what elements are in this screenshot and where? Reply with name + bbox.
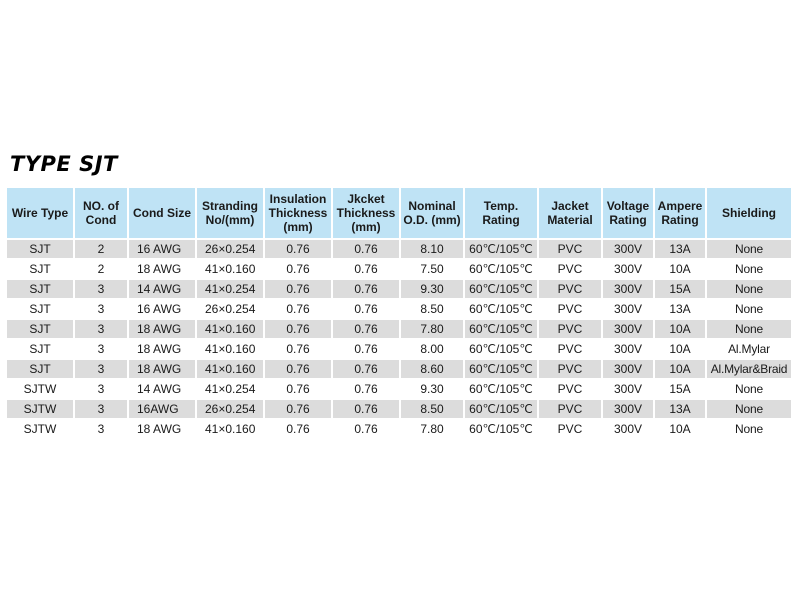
cell-jacket-material: PVC <box>539 380 601 398</box>
cell-no-cond: 3 <box>75 300 127 318</box>
cell-cond-size: 14 AWG <box>129 280 195 298</box>
cell-ampere-rating: 13A <box>655 400 705 418</box>
cell-stranding: 41×0.254 <box>197 280 263 298</box>
table-row <box>7 320 791 338</box>
cell-shielding: None <box>707 300 791 318</box>
cell-nominal-od: 9.30 <box>401 280 463 298</box>
cell-shielding: None <box>707 320 791 338</box>
cell-temp-rating: 60℃/105℃ <box>465 420 537 438</box>
cell-jacket-material: PVC <box>539 300 601 318</box>
table-row <box>7 240 791 258</box>
cell-stranding: 41×0.160 <box>197 360 263 378</box>
cell-voltage-rating: 300V <box>603 400 653 418</box>
cell-shielding: None <box>707 280 791 298</box>
cell-ampere-rating: 15A <box>655 280 705 298</box>
cell-wire-type: SJT <box>7 280 73 298</box>
table-row <box>7 420 791 438</box>
cell-jacket-thickness: 0.76 <box>333 300 399 318</box>
cell-cond-size: 18 AWG <box>129 360 195 378</box>
cell-nominal-od: 9.30 <box>401 380 463 398</box>
cell-ampere-rating: 10A <box>655 260 705 278</box>
cell-temp-rating: 60℃/105℃ <box>465 300 537 318</box>
cell-no-cond: 3 <box>75 280 127 298</box>
cell-jacket-material: PVC <box>539 260 601 278</box>
table-body <box>7 240 791 438</box>
cell-no-cond: 3 <box>75 320 127 338</box>
cell-wire-type: SJT <box>7 300 73 318</box>
cell-nominal-od: 8.50 <box>401 300 463 318</box>
cell-nominal-od: 8.50 <box>401 400 463 418</box>
cell-cond-size: 18 AWG <box>129 260 195 278</box>
cell-jacket-material: PVC <box>539 360 601 378</box>
table-header-row <box>7 188 791 238</box>
cell-ampere-rating: 13A <box>655 240 705 258</box>
cell-nominal-od: 8.10 <box>401 240 463 258</box>
cell-no-cond: 3 <box>75 340 127 358</box>
cell-no-cond: 3 <box>75 360 127 378</box>
cell-nominal-od: 7.80 <box>401 320 463 338</box>
cell-wire-type: SJTW <box>7 420 73 438</box>
cell-voltage-rating: 300V <box>603 360 653 378</box>
cell-jacket-thickness: 0.76 <box>333 240 399 258</box>
cell-jacket-material: PVC <box>539 280 601 298</box>
cell-nominal-od: 7.80 <box>401 420 463 438</box>
header-jacket-thickness: Jkcket Thickness (mm) <box>333 188 399 238</box>
header-cond-size: Cond Size <box>129 188 195 238</box>
cell-jacket-material: PVC <box>539 400 601 418</box>
header-ampere-rating: Ampere Rating <box>655 188 705 238</box>
cell-ampere-rating: 10A <box>655 340 705 358</box>
cell-wire-type: SJT <box>7 340 73 358</box>
cell-insulation: 0.76 <box>265 420 331 438</box>
cell-voltage-rating: 300V <box>603 260 653 278</box>
cell-shielding: None <box>707 380 791 398</box>
cell-ampere-rating: 10A <box>655 320 705 338</box>
cell-insulation: 0.76 <box>265 340 331 358</box>
header-voltage-rating: Voltage Rating <box>603 188 653 238</box>
cell-temp-rating: 60℃/105℃ <box>465 360 537 378</box>
cell-voltage-rating: 300V <box>603 300 653 318</box>
cell-no-cond: 3 <box>75 380 127 398</box>
cell-wire-type: SJTW <box>7 400 73 418</box>
cell-no-cond: 3 <box>75 400 127 418</box>
cell-shielding: None <box>707 420 791 438</box>
cell-insulation: 0.76 <box>265 280 331 298</box>
cell-no-cond: 2 <box>75 260 127 278</box>
cell-shielding: None <box>707 240 791 258</box>
cell-voltage-rating: 300V <box>603 420 653 438</box>
header-shielding: Shielding <box>707 188 791 238</box>
cell-wire-type: SJTW <box>7 380 73 398</box>
cell-voltage-rating: 300V <box>603 320 653 338</box>
cell-jacket-thickness: 0.76 <box>333 340 399 358</box>
cell-stranding: 26×0.254 <box>197 300 263 318</box>
cell-insulation: 0.76 <box>265 240 331 258</box>
cell-jacket-thickness: 0.76 <box>333 260 399 278</box>
cell-ampere-rating: 15A <box>655 380 705 398</box>
cell-jacket-thickness: 0.76 <box>333 400 399 418</box>
cell-wire-type: SJT <box>7 260 73 278</box>
cell-cond-size: 16AWG <box>129 400 195 418</box>
cell-voltage-rating: 300V <box>603 340 653 358</box>
cell-nominal-od: 7.50 <box>401 260 463 278</box>
cell-shielding: None <box>707 260 791 278</box>
cell-cond-size: 18 AWG <box>129 340 195 358</box>
header-insulation: Insulation Thickness (mm) <box>265 188 331 238</box>
cell-voltage-rating: 300V <box>603 380 653 398</box>
table-row <box>7 260 791 278</box>
cell-insulation: 0.76 <box>265 300 331 318</box>
cell-voltage-rating: 300V <box>603 240 653 258</box>
cell-jacket-material: PVC <box>539 240 601 258</box>
cell-cond-size: 18 AWG <box>129 320 195 338</box>
header-jacket-material: Jacket Material <box>539 188 601 238</box>
header-nominal-od: Nominal O.D. (mm) <box>401 188 463 238</box>
cell-wire-type: SJT <box>7 320 73 338</box>
cell-temp-rating: 60℃/105℃ <box>465 380 537 398</box>
cell-stranding: 41×0.160 <box>197 420 263 438</box>
cell-wire-type: SJT <box>7 360 73 378</box>
header-stranding: Stranding No/(mm) <box>197 188 263 238</box>
cell-cond-size: 16 AWG <box>129 300 195 318</box>
cell-cond-size: 18 AWG <box>129 420 195 438</box>
cell-ampere-rating: 13A <box>655 300 705 318</box>
cell-stranding: 41×0.160 <box>197 340 263 358</box>
cell-stranding: 26×0.254 <box>197 400 263 418</box>
cell-jacket-material: PVC <box>539 420 601 438</box>
cell-jacket-thickness: 0.76 <box>333 420 399 438</box>
table-row <box>7 300 791 318</box>
page-title: TYPE SJT <box>10 152 118 176</box>
cell-jacket-thickness: 0.76 <box>333 320 399 338</box>
table-row <box>7 380 791 398</box>
table-row <box>7 280 791 298</box>
table-row <box>7 400 791 418</box>
cell-insulation: 0.76 <box>265 400 331 418</box>
cell-no-cond: 2 <box>75 240 127 258</box>
cell-stranding: 41×0.254 <box>197 380 263 398</box>
cell-insulation: 0.76 <box>265 360 331 378</box>
table-row <box>7 340 791 358</box>
cell-stranding: 41×0.160 <box>197 320 263 338</box>
header-no-cond: NO. of Cond <box>75 188 127 238</box>
cell-cond-size: 14 AWG <box>129 380 195 398</box>
header-wire-type: Wire Type <box>7 188 73 238</box>
cell-jacket-thickness: 0.76 <box>333 380 399 398</box>
cell-shielding: Al.Mylar&Braid <box>707 360 791 378</box>
cell-temp-rating: 60℃/105℃ <box>465 400 537 418</box>
cell-insulation: 0.76 <box>265 380 331 398</box>
cell-ampere-rating: 10A <box>655 420 705 438</box>
cell-ampere-rating: 10A <box>655 360 705 378</box>
spec-table <box>5 186 793 440</box>
cell-insulation: 0.76 <box>265 260 331 278</box>
table-row <box>7 360 791 378</box>
cell-jacket-thickness: 0.76 <box>333 280 399 298</box>
cell-wire-type: SJT <box>7 240 73 258</box>
cell-voltage-rating: 300V <box>603 280 653 298</box>
cell-insulation: 0.76 <box>265 320 331 338</box>
cell-nominal-od: 8.00 <box>401 340 463 358</box>
cell-temp-rating: 60℃/105℃ <box>465 340 537 358</box>
header-temp-rating: Temp. Rating <box>465 188 537 238</box>
cell-temp-rating: 60℃/105℃ <box>465 240 537 258</box>
cell-temp-rating: 60℃/105℃ <box>465 320 537 338</box>
cell-jacket-thickness: 0.76 <box>333 360 399 378</box>
cell-nominal-od: 8.60 <box>401 360 463 378</box>
cell-temp-rating: 60℃/105℃ <box>465 280 537 298</box>
cell-jacket-material: PVC <box>539 320 601 338</box>
cell-shielding: Al.Mylar <box>707 340 791 358</box>
cell-cond-size: 16 AWG <box>129 240 195 258</box>
cell-stranding: 26×0.254 <box>197 240 263 258</box>
cell-jacket-material: PVC <box>539 340 601 358</box>
cell-no-cond: 3 <box>75 420 127 438</box>
cell-shielding: None <box>707 400 791 418</box>
cell-temp-rating: 60℃/105℃ <box>465 260 537 278</box>
cell-stranding: 41×0.160 <box>197 260 263 278</box>
